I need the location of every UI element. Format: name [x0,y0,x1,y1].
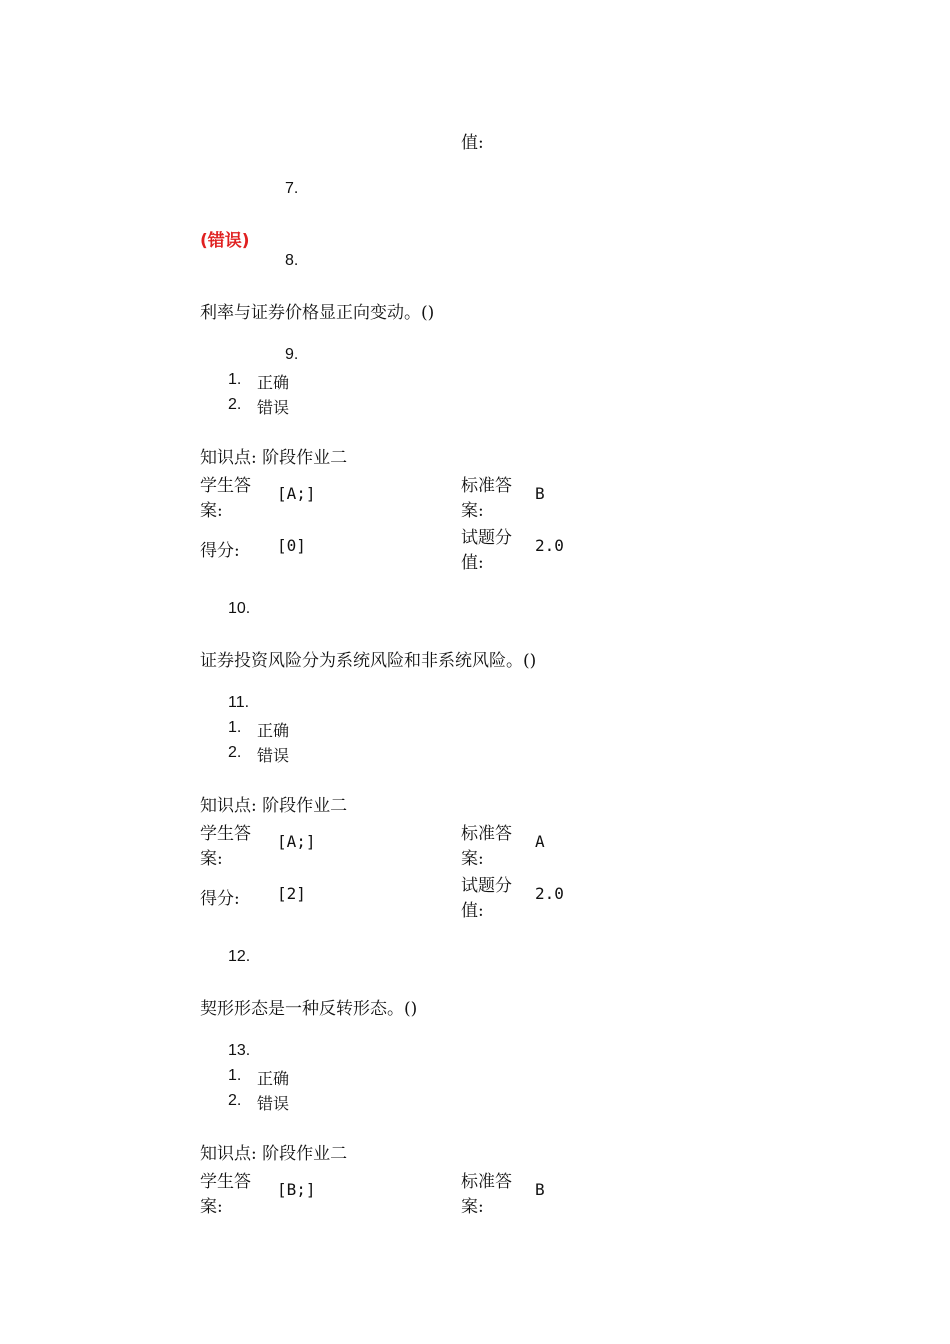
knowledge-point: 知识点: 阶段作业二 [200,796,348,816]
option-number-1: 1. [228,371,242,388]
question-number-8: 8. [285,252,299,269]
standard-answer: B [535,484,545,503]
option-number-2: 2. [228,396,242,413]
standard-answer-label: 标准答 [461,476,512,496]
student-answer-label: 学生答 [200,824,251,844]
option-text-wrong[interactable]: 错误 [257,746,290,765]
question-value-label: 试题分 [461,528,512,548]
question-value: 2.0 [535,536,564,555]
student-answer-label-2: 案: [200,1197,223,1217]
question-number-7: 7. [285,180,299,197]
score-label: 得分: [200,889,240,909]
student-answer-label: 学生答 [200,1172,251,1192]
question-number-11: 11. [228,694,250,711]
standard-answer-label-2: 案: [461,849,484,869]
option-number-1: 1. [228,1067,242,1084]
result-badge-wrong: (错误) [200,231,250,251]
question-stem-11: 证券投资风险分为系统风险和非系统风险。() [200,651,537,671]
question-number-13: 13. [228,1042,251,1059]
standard-answer-label: 标准答 [461,1172,512,1192]
question-value-label: 试题分 [461,876,512,896]
question-number-12: 12. [228,948,251,965]
question-stem-13: 契形形态是一种反转形态。() [200,999,418,1019]
standard-answer: A [535,832,545,851]
knowledge-point: 知识点: 阶段作业二 [200,1144,348,1164]
student-answer: [B;] [277,1180,316,1199]
student-answer: [A;] [277,832,316,851]
student-answer-label: 学生答 [200,476,251,496]
standard-answer-label-2: 案: [461,1197,484,1217]
student-answer: [A;] [277,484,316,503]
question-stem-9: 利率与证券价格显正向变动。() [200,303,435,323]
question-value-label-2: 值: [461,553,484,573]
option-number-2: 2. [228,1092,242,1109]
question-value-label-2: 值: [461,901,484,921]
option-number-2: 2. [228,744,242,761]
question-number-10: 10. [228,600,251,617]
question-value: 2.0 [535,884,564,903]
option-text-correct[interactable]: 正确 [257,721,290,740]
knowledge-point: 知识点: 阶段作业二 [200,448,348,468]
standard-answer-label-2: 案: [461,501,484,521]
option-text-wrong[interactable]: 错误 [257,1094,290,1113]
question-number-9: 9. [285,346,299,363]
option-number-1: 1. [228,719,242,736]
student-answer-label-2: 案: [200,849,223,869]
option-text-correct[interactable]: 正确 [257,1069,290,1088]
standard-answer-label: 标准答 [461,824,512,844]
value-label-fragment: 值: [461,133,484,153]
option-text-wrong[interactable]: 错误 [257,398,290,417]
score-value: [0] [277,536,306,555]
option-text-correct[interactable]: 正确 [257,373,290,392]
standard-answer: B [535,1180,545,1199]
score-label: 得分: [200,541,240,561]
student-answer-label-2: 案: [200,501,223,521]
score-value: [2] [277,884,306,903]
